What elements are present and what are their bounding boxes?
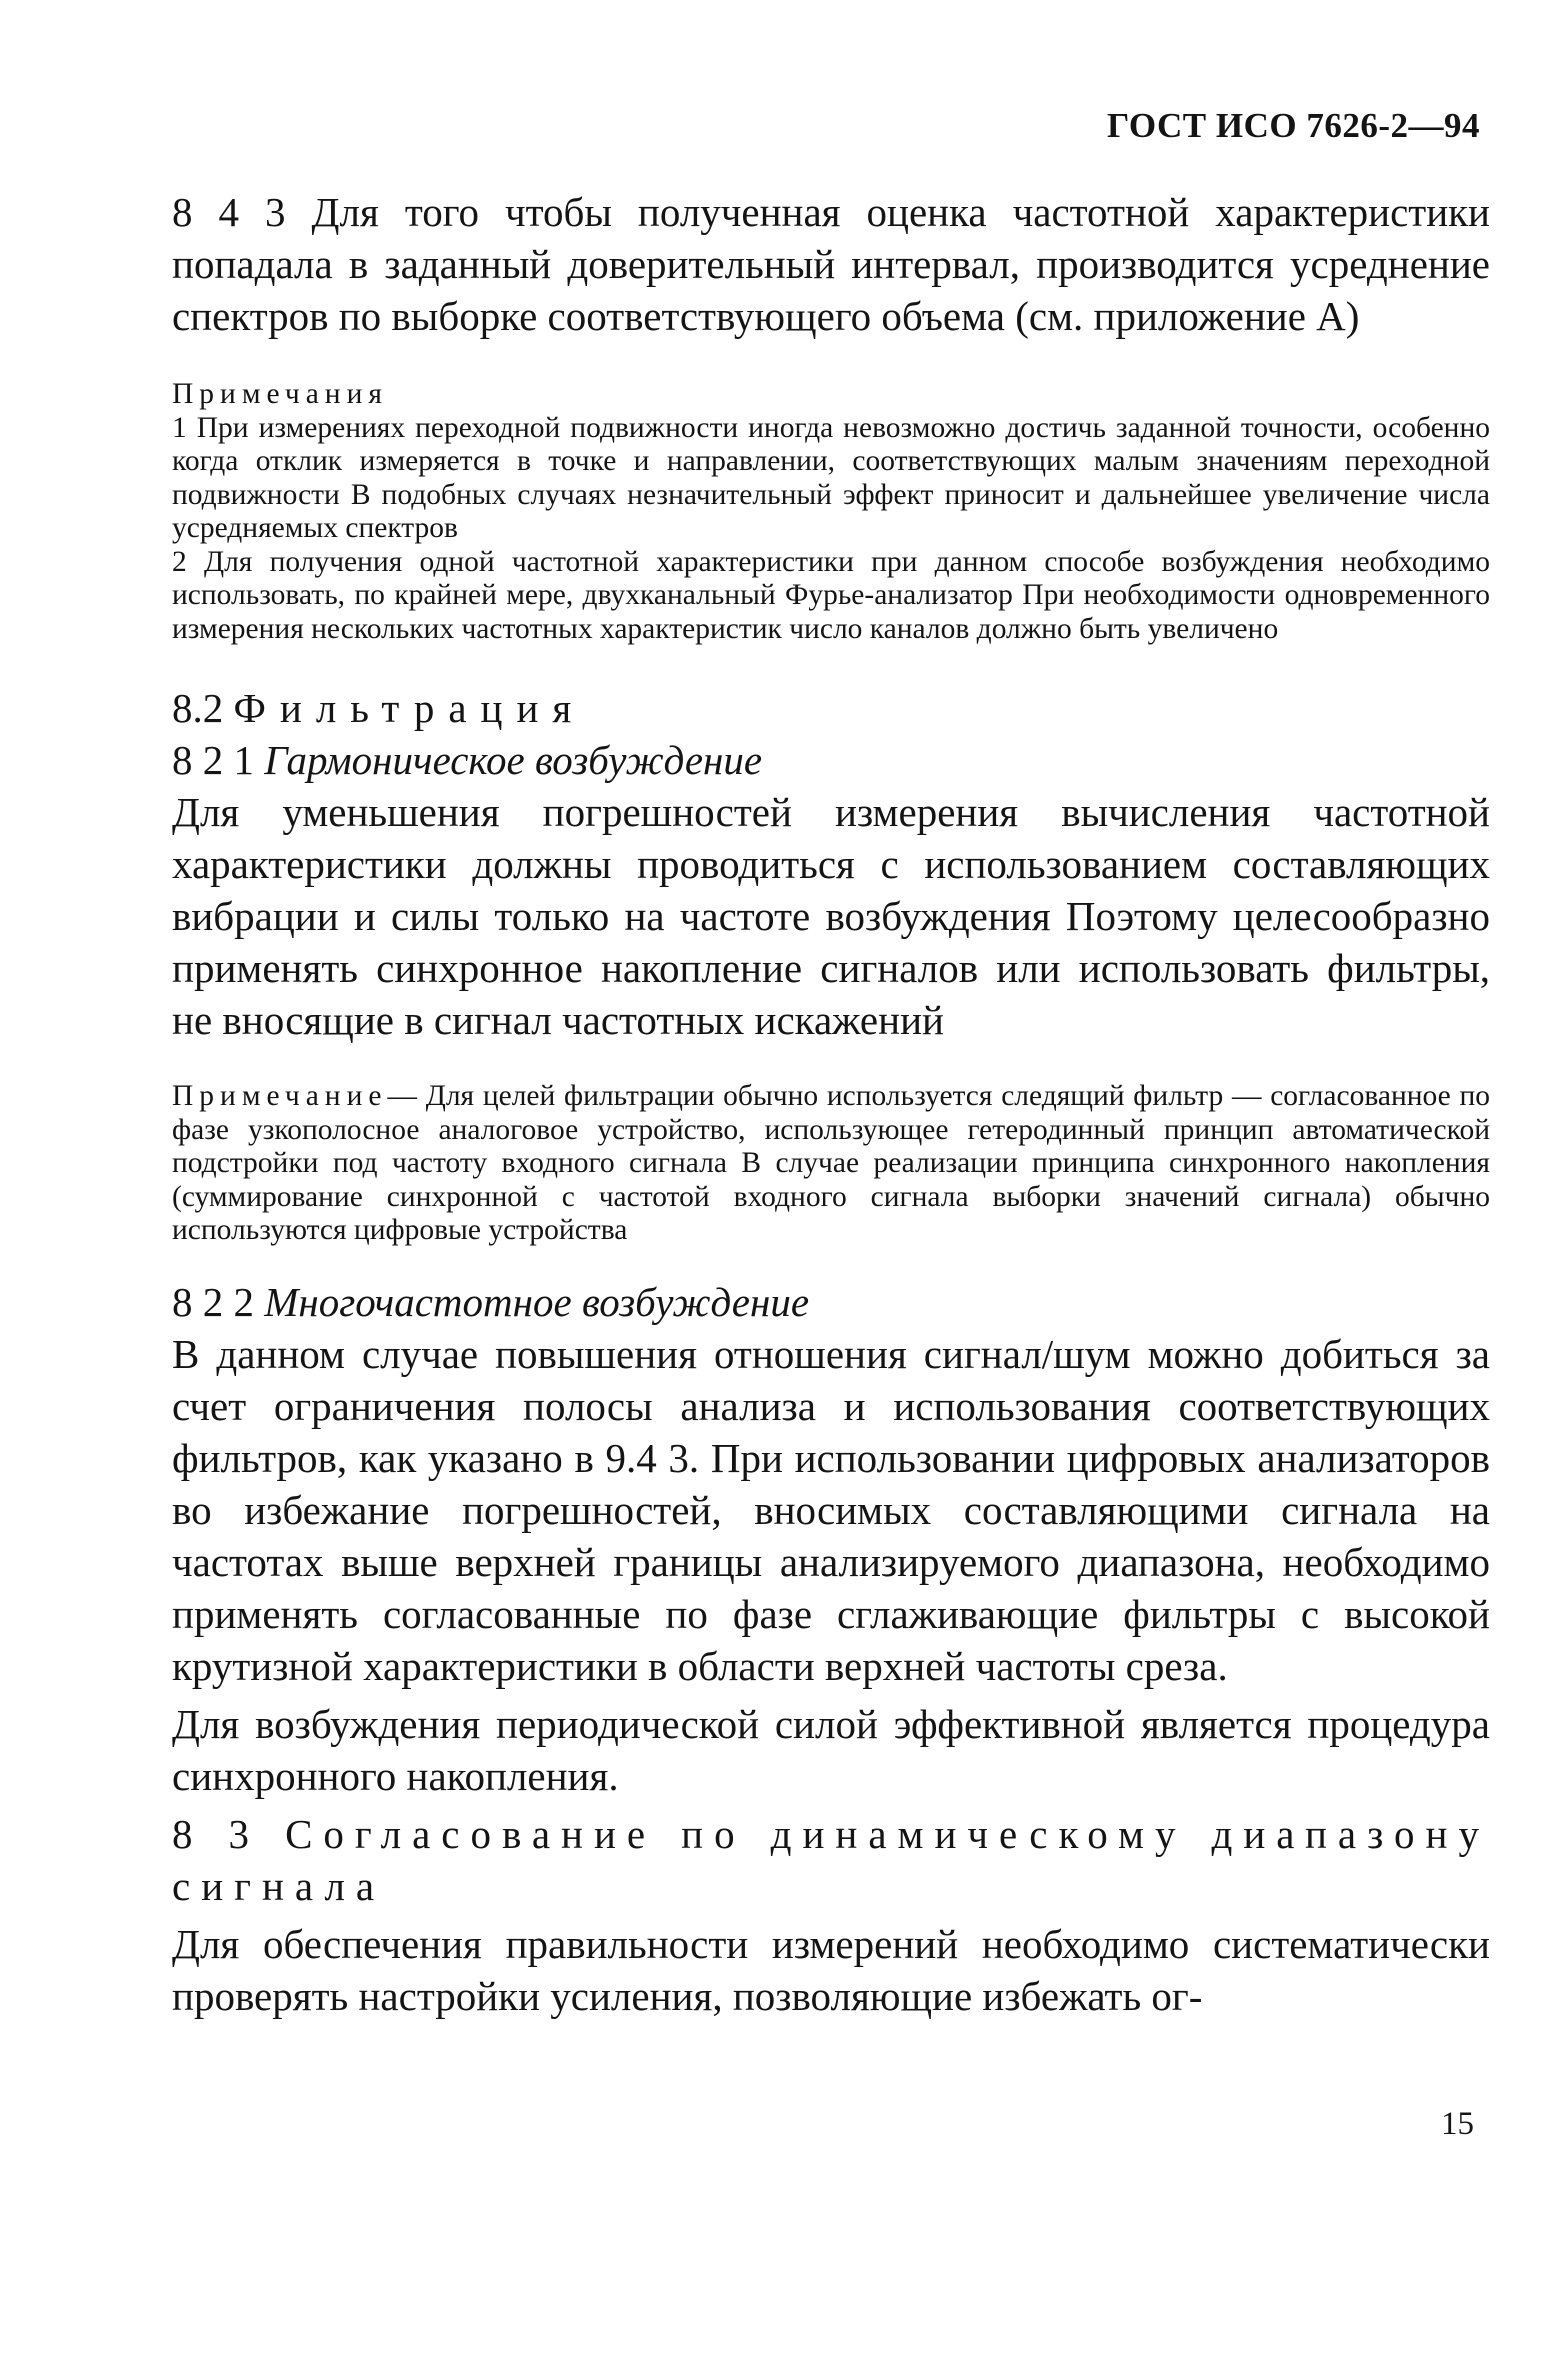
paragraph-8-4-3: 8 4 3 Для того чтобы полученная оценка частотной характеристики попадала в заданный доверительный интервал, производится усреднение спектров по выборке соответствующего объема (см. приложение А) [172, 189, 1490, 339]
paragraph-8-2-1: Для уменьшения погрешностей измерения вычисления частотной характеристики должны проводиться с использованием составляющих вибрации и силы только на частоте возбуждения Поэтому целесообразно применять синхронное накопление сигналов или использовать фильтры, не вносящие в сигнал частотных искажений [172, 789, 1490, 1043]
paragraph-8-2-2-b: Для возбуждения периодической силой эффективной является процедура синхронного накопления. [172, 1700, 1490, 1799]
section-8-2-heading [172, 682, 1490, 734]
section-8-2-1-heading [172, 734, 1490, 786]
section-8-2-number: 8.2 [172, 685, 224, 731]
page-content [172, 186, 1490, 2022]
note-filtering-lead: Примечание [172, 1080, 388, 1112]
section-8-2-1-title: Гармоническое возбуждение [264, 737, 763, 783]
note-filtering-text: — Для целей фильтрации обычно используется следящий фильтр — согласованное по фазе узкополосное аналоговое устройство, использующее гетеродинный принцип автоматической подстройки под частоту входного сигнала В случае реализации принципа синхронного накопления (суммирование синхронной с частотой входного сигнала выборки значений сигнала) обычно используются цифровые устройства [172, 1080, 1490, 1246]
notes-title: Примечания [172, 378, 388, 410]
note-filtering [172, 1080, 1490, 1248]
notes-block [172, 378, 1490, 646]
section-8-3-heading: 8 3 Согласование по динамическому диапазону сигнала [172, 1810, 1490, 1909]
paragraph-8-2-2-a: В данном случае повышения отношения сигнал/шум можно добиться за счет ограничения полосы анализа и использования соответствующих фильтров, как указано в 9.4 3. При использовании цифровых анализаторов во избежание погрешностей, вносимых составляющими сигнала на частотах выше верхней границы анализируемого диапазона, необходимо применять согласованные по фазе сглаживающие фильтры с высокой крутизной характеристики в области верхней частоты среза. [172, 1330, 1490, 1689]
note-1: 1 При измерениях переходной подвижности иногда невозможно достичь заданной точности, особенно когда отклик измеряется в точке и направлении, соответствующих малым значениям переходной подвижности В подобных случаях незначительный эффект приносит и дальнейшее увеличение числа усредняемых спектров [172, 411, 1490, 544]
note-2: 2 Для получения одной частотной характеристики при данном способе возбуждения необходимо использовать, по крайней мере, двухканальный Фурье-анализатор При необходимости одновременного измерения нескольких частотных характеристик число каналов должно быть увеличено [172, 545, 1490, 645]
page-number: 15 [1441, 2106, 1474, 2142]
section-8-2-2-number: 8 2 2 [172, 1278, 254, 1325]
page-header-standard: ГОСТ ИСО 7626-2—94 [1106, 106, 1480, 145]
section-8-2-2-title: Многочастотное возбуждение [264, 1278, 810, 1325]
paragraph-8-3: Для обеспечения правильности измерений необходимо систематически проверять настройки усиления, позволяющие избежать ог- [172, 1920, 1490, 2019]
section-8-2-title: Фильтрация [233, 685, 586, 731]
section-8-2-2-heading [172, 1276, 1490, 1328]
section-8-2-1-number: 8 2 1 [172, 737, 254, 783]
